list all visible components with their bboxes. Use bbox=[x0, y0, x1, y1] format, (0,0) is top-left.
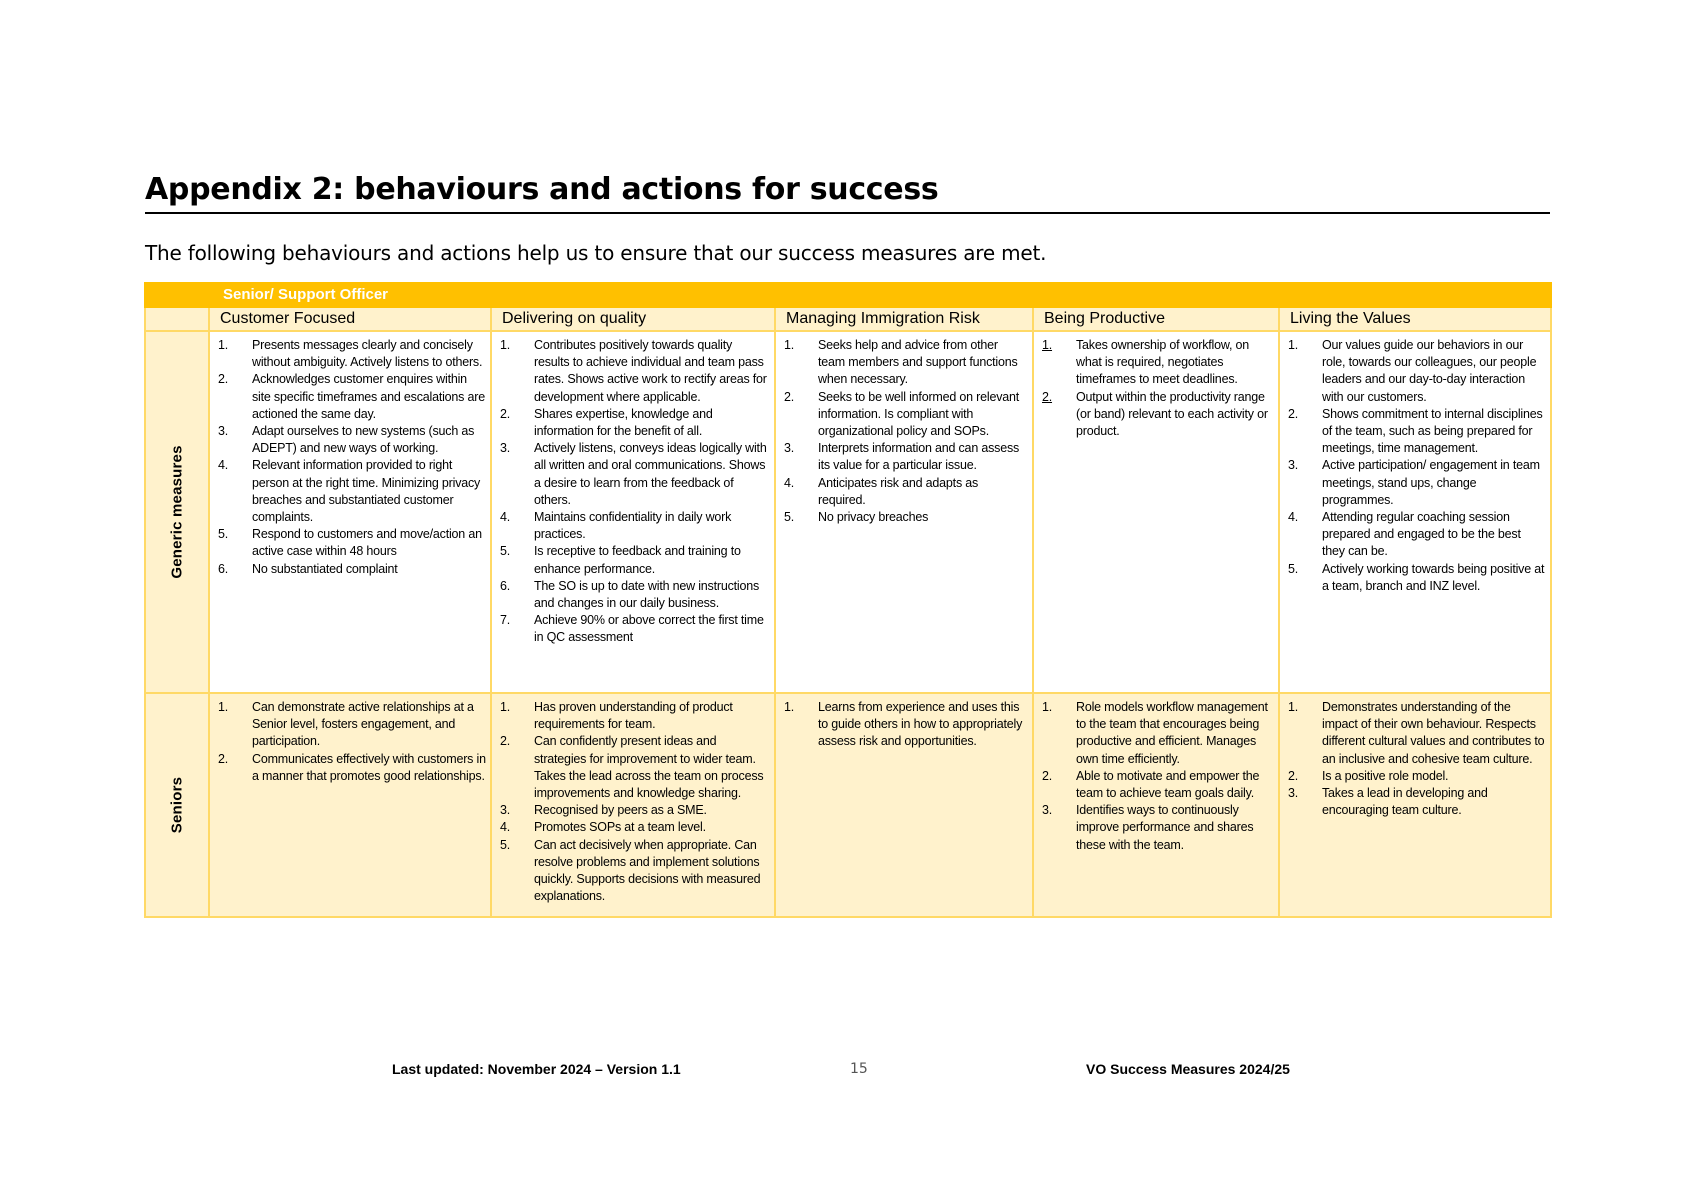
list-number: 4. bbox=[784, 475, 795, 490]
table-cell bbox=[491, 693, 775, 917]
list-item bbox=[1286, 457, 1546, 509]
table-cell bbox=[775, 331, 1033, 693]
list-item-text: Achieve 90% or above correct the first time in QC assessment bbox=[534, 613, 764, 645]
list-item-text: Communicates effectively with customers in a manner that promotes good relationships. bbox=[252, 751, 486, 783]
list-item bbox=[216, 526, 486, 560]
list-item bbox=[498, 733, 770, 802]
list-number: 2. bbox=[1042, 389, 1053, 404]
numbered-list bbox=[210, 694, 490, 787]
list-item bbox=[1040, 337, 1274, 389]
list-item bbox=[1286, 509, 1546, 561]
numbered-list bbox=[1280, 694, 1550, 821]
numbered-list bbox=[776, 694, 1032, 753]
footer-page-number: 15 bbox=[850, 1061, 868, 1077]
list-number: 5. bbox=[500, 544, 511, 559]
list-number: 1. bbox=[218, 338, 229, 352]
list-item bbox=[1040, 389, 1274, 441]
list-item bbox=[498, 543, 770, 577]
list-item bbox=[216, 699, 486, 751]
list-item bbox=[498, 440, 770, 509]
list-item bbox=[498, 837, 770, 906]
numbered-list bbox=[776, 332, 1032, 528]
numbered-list bbox=[1280, 332, 1550, 597]
band-label: Senior/ Support Officer bbox=[223, 286, 389, 303]
intro-text: The following behaviours and actions help us to ensure that our success measures are met. bbox=[145, 241, 1047, 265]
list-number: 5. bbox=[500, 837, 511, 852]
row-label-cell bbox=[145, 693, 209, 917]
list-item bbox=[782, 699, 1028, 751]
list-number: 3. bbox=[218, 424, 229, 439]
list-number: 1. bbox=[784, 338, 795, 352]
list-number: 2. bbox=[1288, 406, 1299, 421]
list-number: 3. bbox=[500, 441, 511, 456]
list-item bbox=[1286, 561, 1546, 595]
page-title: Appendix 2: behaviours and actions for success bbox=[145, 168, 1550, 214]
list-item-text: The SO is up to date with new instructions and changes in our daily business. bbox=[534, 578, 760, 611]
footer-updated: Last updated: November 2024 – Version 1.1 bbox=[392, 1061, 681, 1077]
list-item bbox=[498, 612, 770, 646]
list-item bbox=[782, 475, 1028, 509]
list-number: 2. bbox=[1042, 768, 1053, 783]
list-item bbox=[498, 578, 770, 612]
list-item-text: Takes a lead in developing and encouraging team culture. bbox=[1322, 786, 1488, 818]
list-item-text: Learns from experience and uses this to guide others in how to appropriately assess risk and opportunities. bbox=[818, 700, 1023, 749]
band-row bbox=[145, 283, 1551, 307]
list-number: 6. bbox=[500, 578, 511, 593]
list-item bbox=[782, 440, 1028, 474]
list-item-text: Can demonstrate active relationships at a Senior level, fosters engagement, and participation. bbox=[252, 700, 474, 749]
list-item-text: Relevant information provided to right person at the right time. Minimizing privacy breaches and substantiated customer complaints. bbox=[252, 458, 481, 525]
column-header: Delivering on quality bbox=[491, 307, 775, 331]
numbered-list bbox=[1034, 332, 1278, 442]
list-item bbox=[498, 819, 770, 836]
list-item-text: Adapt ourselves to new systems (such as ADEPT) and new ways of working. bbox=[252, 424, 475, 456]
list-number: 1. bbox=[1042, 338, 1053, 352]
list-number: 3. bbox=[1288, 458, 1299, 473]
numbered-list bbox=[492, 694, 774, 907]
list-item bbox=[498, 509, 770, 543]
list-item bbox=[216, 457, 486, 526]
list-item bbox=[216, 561, 486, 578]
list-item bbox=[216, 423, 486, 457]
list-number: 2. bbox=[1288, 768, 1299, 783]
list-item bbox=[782, 509, 1028, 526]
list-item-text: Maintains confidentiality in daily work practices. bbox=[534, 510, 732, 542]
row-label-cell bbox=[145, 331, 209, 693]
list-number: 5. bbox=[1288, 561, 1299, 576]
numbered-list bbox=[1034, 694, 1278, 856]
list-item-text: Is a positive role model. bbox=[1322, 768, 1449, 783]
list-item-text: Actively listens, conveys ideas logically with all written and oral communications. Shows a desire to learn from the feedback of others. bbox=[534, 441, 767, 507]
list-item bbox=[1286, 699, 1546, 768]
list-item bbox=[1286, 337, 1546, 406]
list-item bbox=[216, 371, 486, 423]
list-number: 1. bbox=[1042, 700, 1053, 714]
footer-doc-name: VO Success Measures 2024/25 bbox=[1086, 1061, 1290, 1077]
column-header: Living the Values bbox=[1279, 307, 1551, 331]
seniors-row bbox=[145, 693, 1551, 917]
list-item-text: Has proven understanding of product requirements for team. bbox=[534, 700, 733, 732]
table-cell bbox=[1033, 331, 1279, 693]
list-item-text: Contributes positively towards quality results to achieve individual and team pass rates. Shows active work to rectify areas for development where applicable. bbox=[534, 338, 767, 404]
list-item bbox=[782, 337, 1028, 389]
table-cell bbox=[775, 693, 1033, 917]
list-item bbox=[782, 389, 1028, 441]
list-number: 5. bbox=[784, 510, 795, 525]
list-number: 2. bbox=[218, 372, 229, 387]
list-item-text: Anticipates risk and adapts as required. bbox=[818, 475, 979, 507]
list-item-text: Seeks to be well informed on relevant information. Is compliant with organizational policy and SOPs. bbox=[818, 389, 1020, 439]
list-number: 2. bbox=[784, 389, 795, 404]
list-item-text: Demonstrates understanding of the impact of their own behaviour. Respects different cultural values and contributes to an inclusive and cohesive team culture. bbox=[1322, 700, 1545, 766]
behaviours-table bbox=[144, 282, 1552, 918]
column-header: Customer Focused bbox=[209, 307, 491, 331]
list-number: 4. bbox=[1288, 510, 1299, 525]
list-item bbox=[1286, 785, 1546, 819]
list-number: 6. bbox=[218, 561, 229, 576]
table-cell bbox=[1033, 693, 1279, 917]
list-item bbox=[1040, 768, 1274, 802]
row-label: Generic measures bbox=[168, 445, 186, 579]
list-item-text: Can confidently present ideas and strategies for improvement to wider team. Takes the lead across the team on process improvements and knowledge sharing. bbox=[534, 734, 764, 801]
list-item-text: Can act decisively when appropriate. Can resolve problems and implement solutions quickly. Supports decisions with measured explanations. bbox=[534, 837, 761, 904]
list-item bbox=[1040, 699, 1274, 768]
list-number: 1. bbox=[1288, 700, 1299, 714]
table-cell bbox=[209, 693, 491, 917]
list-item-text: No privacy breaches bbox=[818, 510, 929, 525]
list-number: 3. bbox=[1042, 803, 1053, 818]
list-item-text: No substantiated complaint bbox=[252, 561, 398, 576]
list-item-text: Active participation/ engagement in team meetings, stand ups, change programmes. bbox=[1322, 458, 1540, 507]
list-item bbox=[498, 699, 770, 733]
list-number: 4. bbox=[218, 458, 229, 473]
list-item-text: Output within the productivity range (or band) relevant to each activity or product. bbox=[1076, 389, 1268, 439]
list-number: 1. bbox=[500, 700, 511, 714]
list-item-text: Interprets information and can assess its value for a particular issue. bbox=[818, 441, 1020, 473]
list-number: 7. bbox=[500, 613, 511, 628]
list-item-text: Presents messages clearly and concisely without ambiguity. Actively listens to others. bbox=[252, 338, 483, 370]
list-item-text: Able to motivate and empower the team to achieve team goals daily. bbox=[1076, 768, 1260, 801]
numbered-list bbox=[210, 332, 490, 580]
list-item-text: Is receptive to feedback and training to enhance performance. bbox=[534, 544, 741, 576]
list-item-text: Role models workflow management to the team that encourages being productive and efficient. Manages own time efficiently. bbox=[1076, 700, 1268, 766]
list-number: 1. bbox=[218, 700, 229, 714]
list-number: 1. bbox=[500, 338, 511, 352]
list-item-text: Recognised by peers as a SME. bbox=[534, 803, 707, 818]
list-item-text: Respond to customers and move/action an active case within 48 hours bbox=[252, 527, 482, 559]
list-number: 4. bbox=[500, 820, 511, 835]
list-item bbox=[498, 802, 770, 819]
list-number: 5. bbox=[218, 527, 229, 542]
numbered-list bbox=[492, 332, 774, 649]
list-item-text: Shares expertise, knowledge and information for the benefit of all. bbox=[534, 406, 713, 439]
list-number: 4. bbox=[500, 510, 511, 525]
list-item bbox=[216, 337, 486, 371]
row-label: Seniors bbox=[168, 776, 186, 834]
list-item bbox=[216, 751, 486, 785]
column-header: Managing Immigration Risk bbox=[775, 307, 1033, 331]
list-number: 1. bbox=[1288, 338, 1299, 352]
list-item bbox=[1286, 406, 1546, 458]
list-item bbox=[1286, 768, 1546, 785]
list-item bbox=[498, 406, 770, 440]
list-item-text: Takes ownership of workflow, on what is required, negotiates timeframes to meet deadlines. bbox=[1076, 338, 1250, 387]
column-header-row bbox=[145, 307, 1551, 331]
list-item-text: Attending regular coaching session prepared and engaged to be the best they can be. bbox=[1322, 510, 1521, 559]
list-number: 2. bbox=[218, 751, 229, 766]
generic-measures-row bbox=[145, 331, 1551, 693]
table-cell bbox=[1279, 331, 1551, 693]
table-cell bbox=[1279, 693, 1551, 917]
list-item-text: Actively working towards being positive at a team, branch and INZ level. bbox=[1322, 561, 1545, 593]
list-number: 1. bbox=[784, 700, 795, 714]
list-item-text: Seeks help and advice from other team members and support functions when necessary. bbox=[818, 338, 1018, 387]
column-header: Being Productive bbox=[1033, 307, 1279, 331]
list-item-text: Our values guide our behaviors in our role, towards our colleagues, our people leaders and our day-to-day interaction with our customers. bbox=[1322, 338, 1537, 404]
list-item bbox=[1040, 802, 1274, 854]
list-number: 2. bbox=[500, 734, 511, 749]
list-number: 3. bbox=[1288, 786, 1299, 801]
table-cell bbox=[491, 331, 775, 693]
list-number: 3. bbox=[500, 803, 511, 818]
list-item-text: Promotes SOPs at a team level. bbox=[534, 820, 706, 835]
list-item-text: Acknowledges customer enquires within site specific timeframes and escalations are actioned the same day. bbox=[252, 372, 485, 421]
list-number: 3. bbox=[784, 441, 795, 456]
table-cell bbox=[209, 331, 491, 693]
list-item-text: Shows commitment to internal disciplines of the team, such as being prepared for meetings, time management. bbox=[1322, 406, 1543, 456]
list-number: 2. bbox=[500, 406, 511, 421]
list-item-text: Identifies ways to continuously improve performance and shares these with the team. bbox=[1076, 803, 1254, 852]
list-item bbox=[498, 337, 770, 406]
